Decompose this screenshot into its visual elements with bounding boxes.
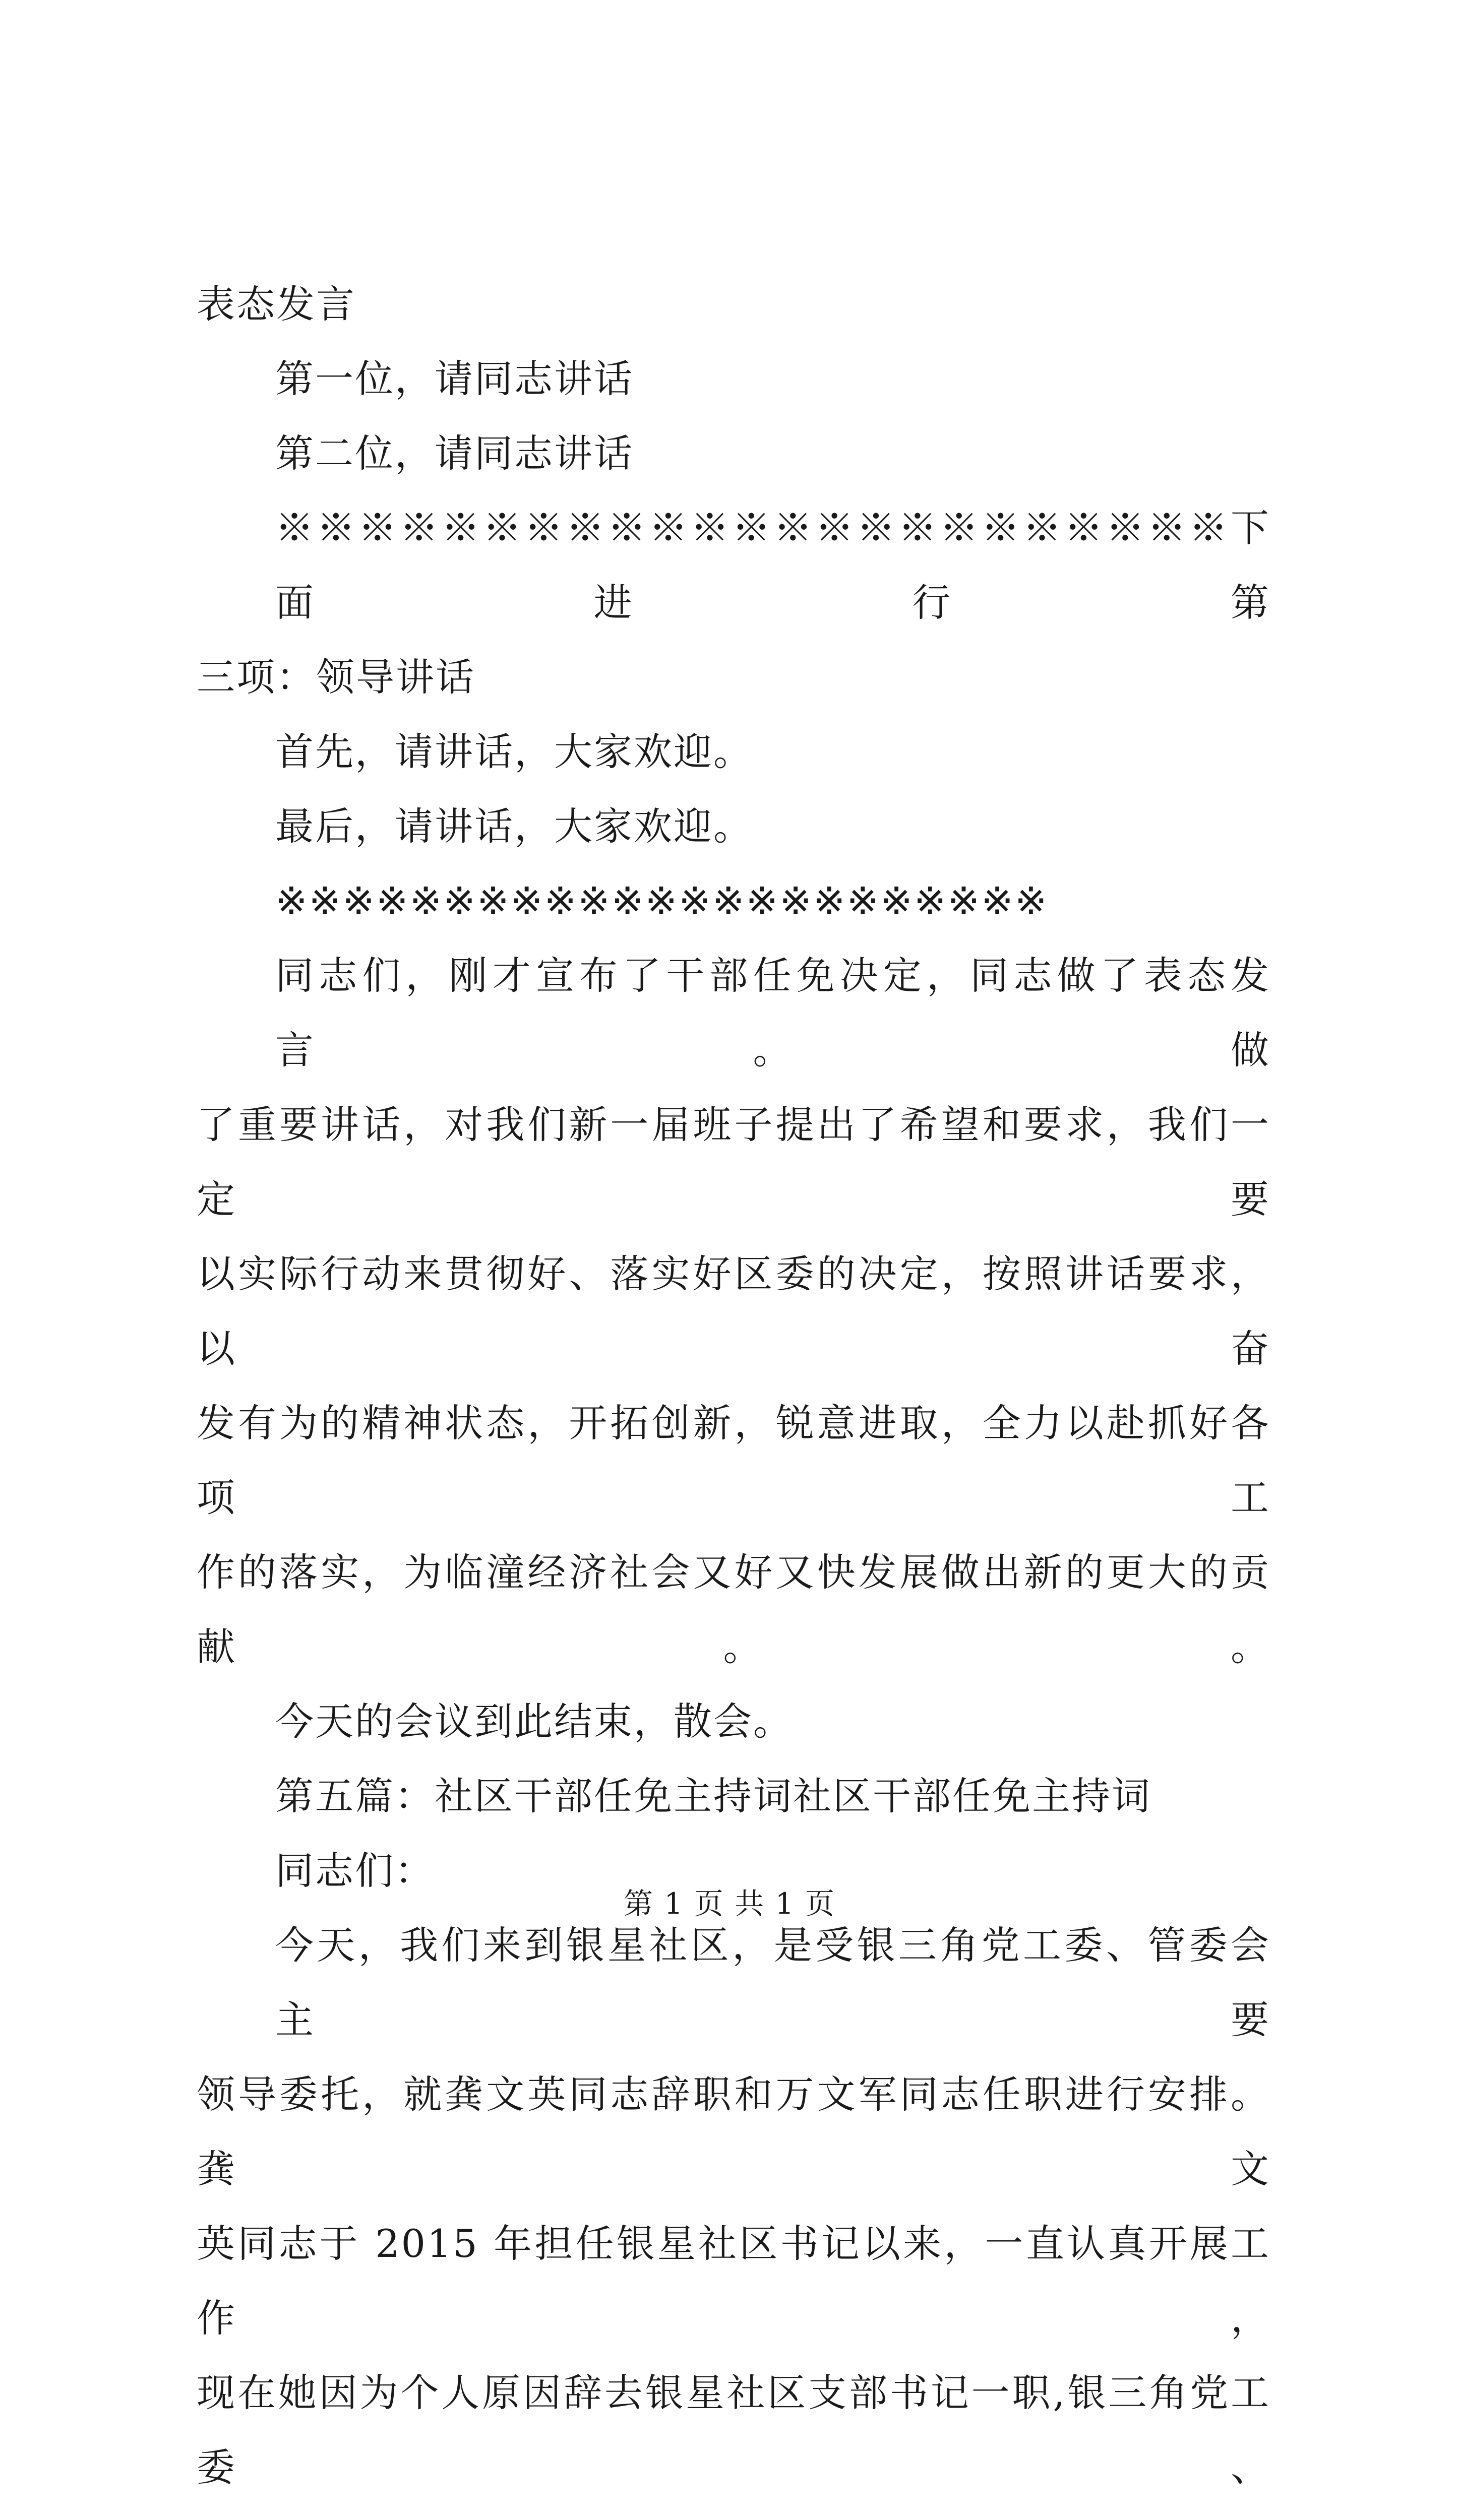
page-footer: 第 1 页 共 1 页 [624,1886,835,1921]
text-line-14: 今天的会议到此结束，散会。 [275,1699,793,1744]
text-line-6: 首先，请讲话，大家欢迎。 [275,729,753,774]
text-line-4: ※※※※※※※※※※※※※※※※※※※※※※※下面进行第 [275,506,1270,625]
text-line-9: 同志们，刚才宣布了干部任免决定，同志做了表态发言。做 [275,953,1270,1073]
text-line-20: 现在她因为个人原因辞去银星社区支部书记一职,银三角党工委、 [197,2370,1270,2490]
document-body [197,267,1270,2520]
text-line-16: 同志们： [275,1848,435,1893]
text-line-7: 最后，请讲话，大家欢迎。 [275,804,753,849]
text-line-18: 领导委托，就龚文英同志辞职和万文军同志任职进行安排。龚文 [197,2072,1270,2191]
text-line-13: 作的落实，为临潼经济社会又好又快发展做出新的更大的贡献。。 [197,1550,1270,1669]
text-line-2: 第一位，请同志讲话 [275,356,634,401]
text-line-11: 以实际行动来贯彻好、落实好区委的决定，按照讲话要求，以奋 [197,1251,1270,1371]
text-line-5: 三项：领导讲话 [197,655,475,700]
text-line-8: ※※※※※※※※※※※※※※※※※※※※※※※ [275,878,1049,923]
text-line-10: 了重要讲话，对我们新一届班子提出了希望和要求，我们一定要 [197,1102,1270,1222]
text-line-3: 第二位，请同志讲话 [275,431,634,476]
text-line-19: 英同志于 2015 年担任银星社区书记以来，一直认真开展工作， [197,2221,1270,2341]
text-line-12: 发有为的精神状态，开拓创新，锐意进取，全力以赴抓好各项工 [197,1401,1270,1520]
text-line-21 [197,2505,1270,2520]
text-line-1: 表态发言 [197,282,356,327]
text-line-17: 今天，我们来到银星社区，是受银三角党工委、管委会主要 [275,1923,1270,2042]
text-line-15: 第五篇：社区干部任免主持词社区干部任免主持词 [275,1774,1151,1818]
